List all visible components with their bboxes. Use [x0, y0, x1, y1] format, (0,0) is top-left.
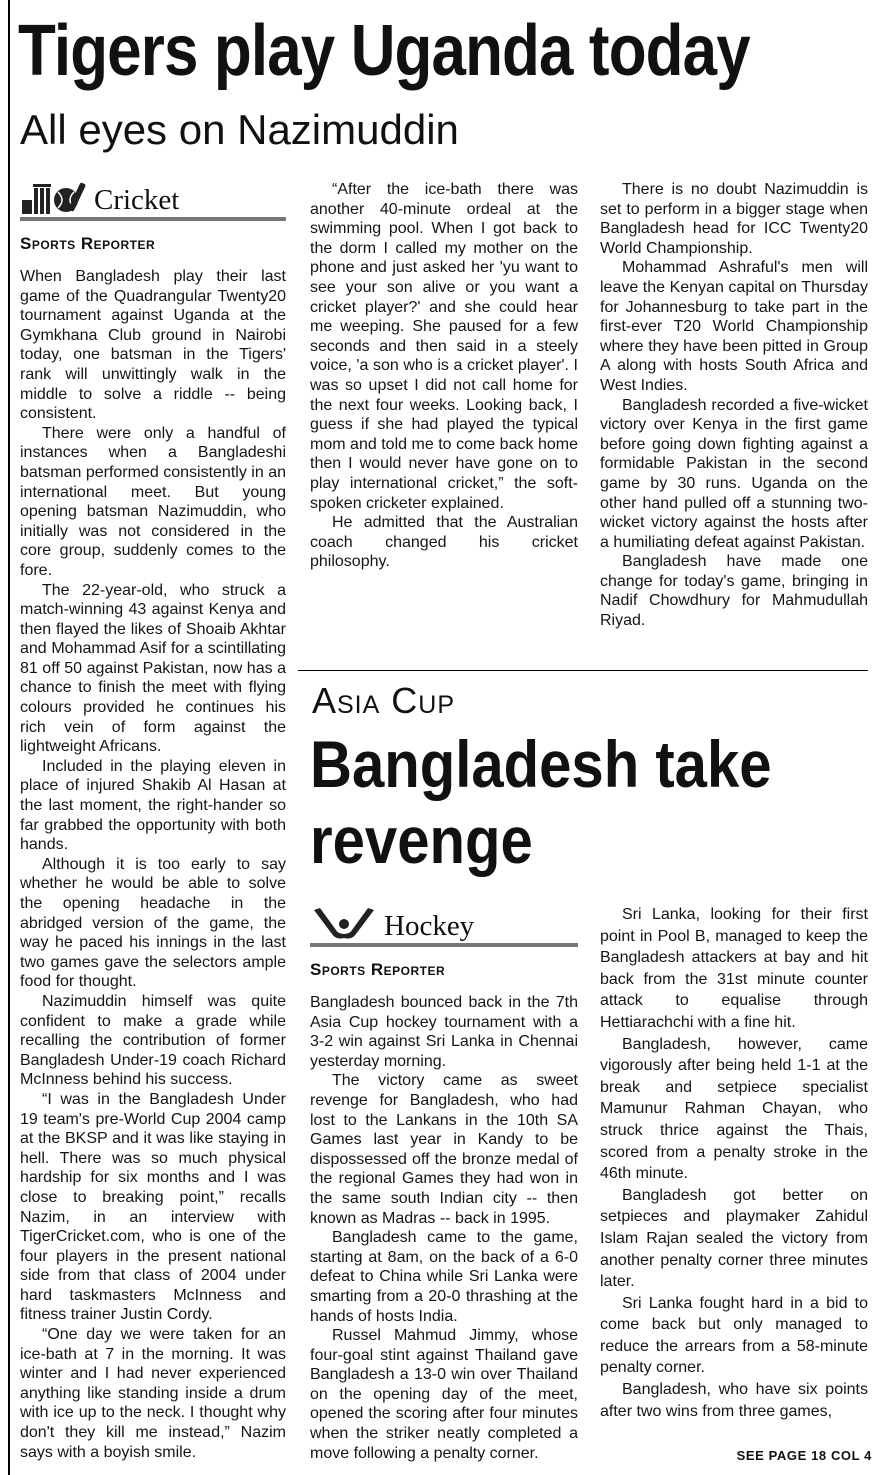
story2-paragraph-7: Bangladesh got better on setpieces and playmaker Zahidul Islam Rajan sealed the victory from another penalty corner three minutes later. — [600, 1186, 868, 1291]
story1-paragraph-8: “One day we were taken for an ice-bath at 7 in the morning. It was winter and I had never experienced anything like standing inside a drum with ice up to the neck. I thought why don't they kill me instead,” Nazim says with a boyish smile. — [20, 1326, 286, 1461]
story1-paragraph-11: There is no doubt Nazimuddin is set to perform in a bigger stage when Bangladesh head for ICC Twenty20 World Championship. — [600, 181, 868, 257]
story1-paragraph-12: Mohammad Ashraful's men will leave the Kenyan capital on Thursday for Johannesburg to take part in the first-ever T20 World Championship where they have been pitted in Group A along with hosts South Africa and West Indies. — [600, 259, 868, 394]
hockey-section-kicker — [310, 902, 578, 947]
story1-byline: Sports Reporter — [20, 234, 156, 253]
story1-paragraph-9: “After the ice-bath there was another 40-minute ordeal at the swimming pool. When I got back to the dorm I called my mother on the phone and just asked her 'yu want to see your son alive or you want a cricket player?' and she could hear me weeping. She paused for a few seconds and then said in a steely voice, 'a son who is a cricket player'. I was so upset I did not call home for the next four weeks. Looking back, I guess if she had played the typical mom and told me to come back home then I would never have gone on to play international cricket,” the soft-spoken cricketer explained. — [310, 181, 578, 512]
story2-paragraph-4: Russel Mahmud Jimmy, whose four-goal stint against Thailand gave Bangladesh a 13-0 win over Thailand on the opening day of the meet, opened the scoring after four minutes when the striker neatly completed a move following a penalty corner. — [310, 1327, 578, 1462]
continuation-jump-line: SEE PAGE 18 COL 4 — [736, 1448, 872, 1463]
story1-paragraph-5: Although it is too early to say whether he would be able to solve the opening headache in the abridged version of the game, the way he paced his innings in the last two games gave the selectors ample food for thought. — [20, 855, 286, 991]
story1-paragraph-2: There were only a handful of instances when a Bangladeshi batsman performed consistently in an international meet. But young opening batsman Nazimuddin, who initially was not considered in the core group, suddenly comes to the fore. — [20, 424, 286, 579]
story2-column-1 — [310, 902, 578, 1463]
story2-paragraph-1: Bangladesh bounced back in the 7th Asia Cup hockey tournament with a 3-2 win against Sri Lanka in Chennai yesterday morning. — [310, 994, 578, 1070]
story2-column-2 — [600, 904, 868, 1422]
asia-cup-section-label: Asia Cup — [312, 680, 456, 721]
story1-paragraph-6: Nazimuddin himself was quite confident to make a grade while recalling the contribution of former Bangladesh Under-19 coach Richard McInness behind his success. — [20, 992, 286, 1089]
cricket-section-kicker — [20, 176, 286, 221]
cricket-icon — [20, 178, 88, 216]
story2-paragraph-2: The victory came as sweet revenge for Bangladesh, who had lost to the Lankans in the 10th SA Games last year in Kandy to be dispossessed off the bronze medal of the regional Games they had won in the same south Indian city -- then known as Madras -- back in 1995. — [310, 1072, 578, 1227]
story1-column-2 — [310, 180, 578, 572]
story1-paragraph-4: Included in the playing eleven in place of injured Shakib Al Hasan at the last moment, the right-hander so far grabbed the opportunity with both hands. — [20, 757, 286, 854]
story1-paragraph-14: Bangladesh have made one change for today's game, bringing in Nadif Chowdhury for Mahmudullah Riyad. — [600, 553, 868, 630]
main-headline: Tigers play Uganda today — [18, 11, 750, 91]
story1-paragraph-1: When Bangladesh play their last game of the Quadrangular Twenty20 tournament against Uganda at the Gymkhana Club ground in Nairobi today, one batsman in the Tigers' rank will unwittingly walk in the middle to solve a riddle -- being consistent. — [20, 268, 286, 423]
sub-headline: All eyes on Nazimuddin — [20, 106, 459, 153]
story1-column-1 — [20, 176, 286, 1462]
story2-byline: Sports Reporter — [310, 960, 446, 979]
hockey-kicker-label: Hockey — [384, 910, 475, 942]
story2-paragraph-9: Bangladesh, who have six points after two wins from three games, — [600, 1381, 868, 1420]
story2-paragraph-8: Sri Lanka fought hard in a bid to come back but only managed to reduce the arrears from a 58-minute penalty corner. — [600, 1294, 868, 1377]
left-column-rule — [8, 0, 10, 1475]
story2-paragraph-5: Sri Lanka, looking for their first point in Pool B, managed to keep the Bangladesh attackers at bay and hit back from the 31st minute counter attack to equalise through Hettiarachchi with a fine hit. — [600, 906, 868, 1031]
story1-paragraph-7: “I was in the Bangladesh Under 19 team's pre-World Cup 2004 camp at the BKSP and it was like staying in hell. There was so much physical hardship for six months and I was close to breaking point,” recalls Nazim, in an interview with TigerCricket.com, who is one of the four players in the present national side from that class of 2004 under hard taskmasters McInness and fitness trainer Justin Cordy. — [20, 1090, 286, 1324]
story1-paragraph-13: Bangladesh recorded a five-wicket victory over Kenya in the first game before going down fighting against a formidable Pakistan in the second game by 30 runs. Uganda on the other hand pulled off a stunning two-wicket victory against the hosts after a humiliating defeat against Pakistan. — [600, 396, 868, 551]
story1-paragraph-10: He admitted that the Australian coach changed his cricket philosophy. — [310, 514, 578, 571]
story2-paragraph-6: Bangladesh, however, came vigorously after being held 1-1 at the break and setpiece specialist Mamunur Rahman Chayan, who struck thrice against the Thais, scored from a penalty stroke in the 46th minute. — [600, 1035, 868, 1183]
hockey-icon — [310, 904, 378, 942]
cricket-kicker-label: Cricket — [94, 184, 180, 216]
story1-column-3 — [600, 180, 868, 631]
story1-paragraph-3: The 22-year-old, who struck a match-winning 43 against Kenya and then flayed the likes of Shoaib Akhtar and Mohammad Asif for a scintillating 81 off 50 against Pakistan, now has a chance to finish the meet with flying colours provided he continues his rich vein of form against the lightweight Africans. — [20, 581, 286, 756]
story-divider-rule — [298, 670, 868, 671]
story2-headline: Bangladesh take revenge — [310, 727, 772, 877]
story2-paragraph-3: Bangladesh came to the game, starting at 8am, on the back of a 6-0 defeat to China while Sri Lanka were smarting from a 20-0 thrashing at the hands of hosts India. — [310, 1229, 578, 1325]
